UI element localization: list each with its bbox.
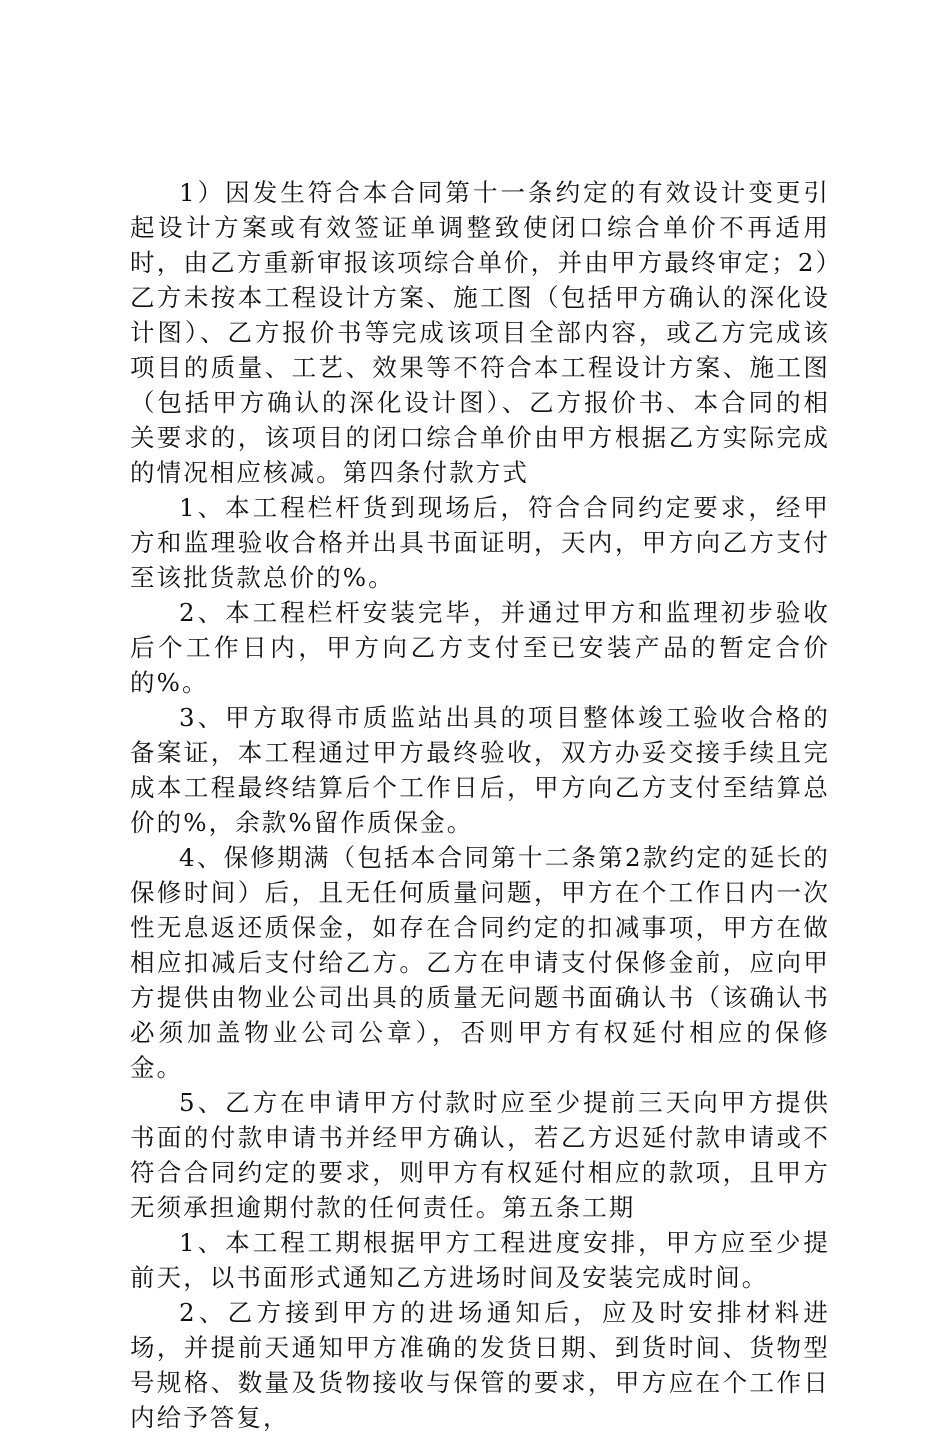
- paragraph-payment-application: 5、乙方在申请甲方付款时应至少提前三天向甲方提供书面的付款申请书并经甲方确认，若乙方迟延付款申请或不符合合同约定的要求，则甲方有权延付相应的款项，且甲方无须承担逾期付款的任何责任。第五条工期: [130, 1088, 830, 1222]
- paragraph-payment-installation: 2、本工程栏杆安装完毕，并通过甲方和监理初步验收后个工作日内，甲方向乙方支付至已安装产品的暂定合价的%。: [130, 598, 830, 697]
- paragraph-unit-price-adjustment: 1）因发生符合本合同第十一条约定的有效设计变更引起设计方案或有效签证单调整致使闭口综合单价不再适用时，由乙方重新审报该项综合单价，并由甲方最终审定；2）乙方未按本工程设计方案、施工图（包括甲方确认的深化设计图）、乙方报价书等完成该项目全部内容，或乙方完成该项目的质量、工艺、效果等不符合本工程设计方案、施工图（包括甲方确认的深化设计图）、乙方报价书、本合同的相关要求的，该项目的闭口综合单价由甲方根据乙方实际完成的情况相应核减。第四条付款方式: [130, 178, 830, 487]
- paragraph-material-delivery: 2、乙方接到甲方的进场通知后，应及时安排材料进场，并提前天通知甲方准确的发货日期、到货时间、货物型号规格、数量及货物接收与保管的要求，甲方应在个工作日内给予答复，: [130, 1298, 830, 1432]
- paragraph-schedule-notice: 1、本工程工期根据甲方工程进度安排，甲方应至少提前天，以书面形式通知乙方进场时间及安装完成时间。: [130, 1228, 830, 1292]
- paragraph-warranty-deposit: 4、保修期满（包括本合同第十二条第2款约定的延长的保修时间）后，且无任何质量问题，甲方在个工作日内一次性无息返还质保金，如存在合同约定的扣减事项，甲方在做相应扣减后支付给乙方。乙方在申请支付保修金前，应向甲方提供由物业公司出具的质量无问题书面确认书（该确认书必须加盖物业公司公章），否则甲方有权延付相应的保修金。: [130, 843, 830, 1082]
- paragraph-payment-delivery: 1、本工程栏杆货到现场后，符合合同约定要求，经甲方和监理验收合格并出具书面证明，天内，甲方向乙方支付至该批货款总价的%。: [130, 493, 830, 592]
- document-body: [130, 175, 830, 1435]
- paragraph-payment-final-settlement: 3、甲方取得市质监站出具的项目整体竣工验收合格的备案证，本工程通过甲方最终验收，双方办妥交接手续且完成本工程最终结算后个工作日后，甲方向乙方支付至结算总价的%，余款%留作质保金。: [130, 703, 830, 837]
